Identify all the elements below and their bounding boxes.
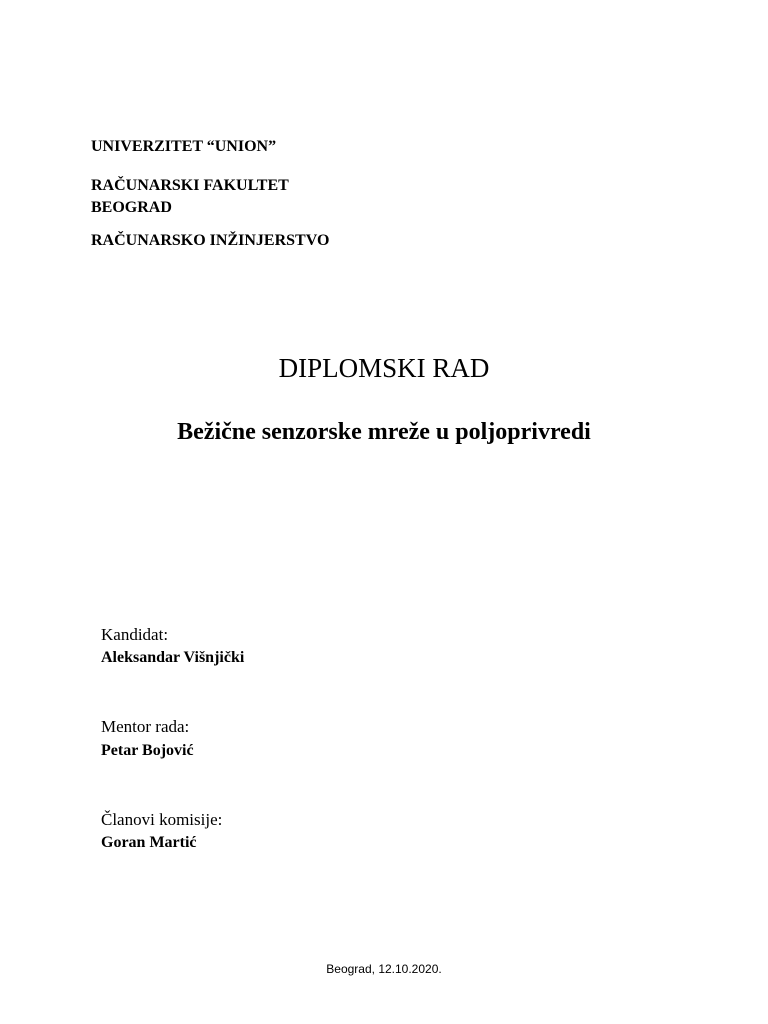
candidate-name: Aleksandar Višnjički (101, 649, 245, 666)
committee-name: Goran Martić (101, 834, 197, 851)
mentor-label: Mentor rada: (101, 717, 190, 736)
document-type: DIPLOMSKI RAD (278, 353, 490, 383)
thesis-title: Bežične senzorske mreže u poljoprivredi (177, 419, 591, 445)
committee-label: Članovi komisije: (101, 810, 223, 829)
mentor-name: Petar Bojović (101, 742, 194, 759)
place-and-date: Beograd, 12.10.2020. (326, 962, 442, 976)
candidate-label: Kandidat: (101, 625, 169, 644)
department-name: RAČUNARSKO INŽINJERSTVO (91, 232, 330, 249)
university-name: UNIVERZITET “UNION” (91, 138, 277, 155)
faculty-city: BEOGRAD (91, 199, 172, 216)
faculty-name: RAČUNARSKI FAKULTET (91, 177, 289, 194)
